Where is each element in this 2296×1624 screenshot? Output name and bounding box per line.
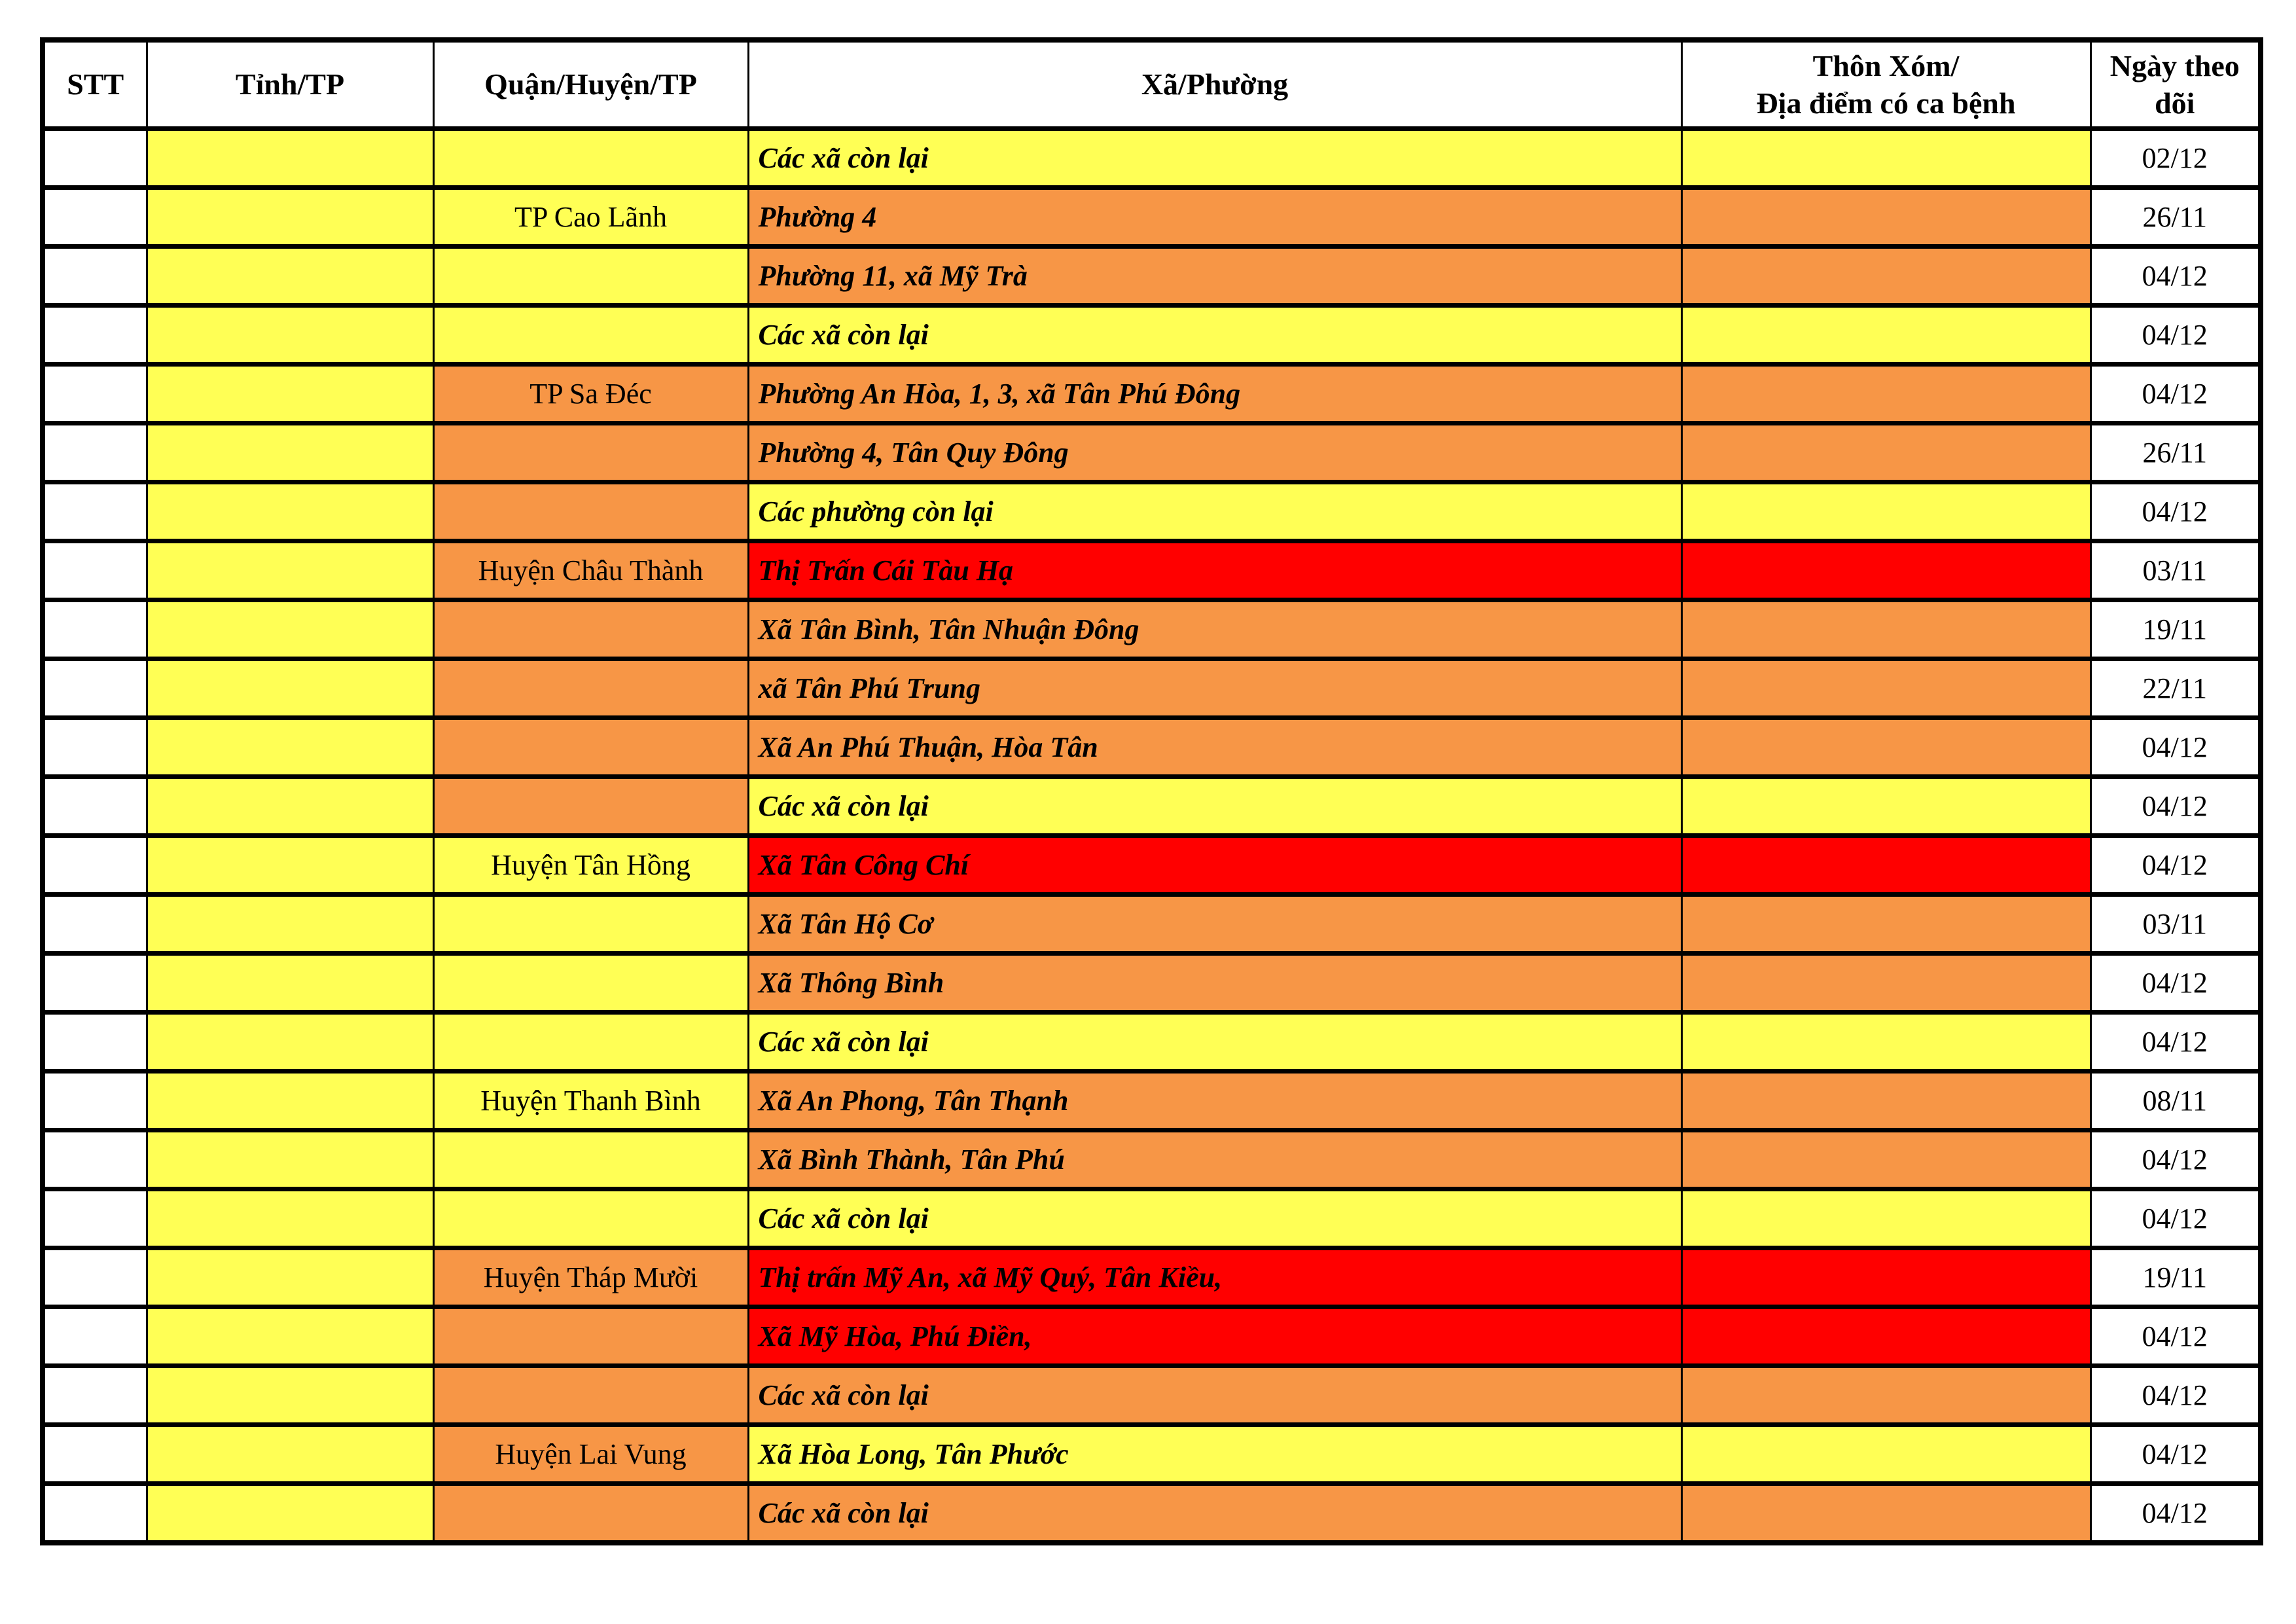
thon-cell (1681, 954, 2090, 1013)
ngay-cell: 04/12 (2090, 718, 2261, 777)
table-row (43, 1307, 2261, 1366)
thon-cell (1681, 1189, 2090, 1248)
quan-cell (433, 895, 748, 954)
table-row (43, 836, 2261, 895)
table-row (43, 1425, 2261, 1484)
thon-cell (1681, 600, 2090, 659)
table-row (43, 1189, 2261, 1248)
xa-cell: Xã An Phong, Tân Thạnh (748, 1072, 1681, 1130)
xa-cell: Phường 4, Tân Quy Đông (748, 424, 1681, 482)
table-row (43, 718, 2261, 777)
tinh-cell (147, 1248, 433, 1307)
table-row (43, 600, 2261, 659)
header-xa: Xã/Phường (748, 40, 1681, 129)
table-row (43, 895, 2261, 954)
table-row (43, 1130, 2261, 1189)
ngay-cell: 02/12 (2090, 129, 2261, 188)
table-row (43, 954, 2261, 1013)
stt-cell (43, 1425, 147, 1484)
quan-cell (433, 482, 748, 541)
stt-cell (43, 1366, 147, 1425)
thon-cell (1681, 659, 2090, 718)
ngay-cell: 04/12 (2090, 777, 2261, 836)
covid-zone-table (40, 37, 2263, 1545)
thon-cell (1681, 1130, 2090, 1189)
stt-cell (43, 129, 147, 188)
quan-cell (433, 659, 748, 718)
tinh-cell (147, 1366, 433, 1425)
thon-cell (1681, 365, 2090, 424)
quan-cell (433, 777, 748, 836)
xa-cell: Thị trấn Mỹ An, xã Mỹ Quý, Tân Kiều, (748, 1248, 1681, 1307)
quan-cell (433, 1130, 748, 1189)
ngay-cell: 04/12 (2090, 1425, 2261, 1484)
tinh-cell (147, 718, 433, 777)
thon-cell (1681, 424, 2090, 482)
thon-cell (1681, 1013, 2090, 1072)
ngay-cell: 04/12 (2090, 1013, 2261, 1072)
quan-cell: Huyện Châu Thành (433, 541, 748, 600)
stt-cell (43, 1307, 147, 1366)
tinh-cell (147, 895, 433, 954)
thon-cell (1681, 482, 2090, 541)
ngay-cell: 04/12 (2090, 1130, 2261, 1189)
xa-cell: Các xã còn lại (748, 1013, 1681, 1072)
quan-cell (433, 1013, 748, 1072)
xa-cell: Các xã còn lại (748, 306, 1681, 365)
stt-cell (43, 188, 147, 247)
tinh-cell (147, 954, 433, 1013)
tinh-cell (147, 306, 433, 365)
ngay-cell: 04/12 (2090, 1484, 2261, 1543)
header-quan: Quận/Huyện/TP (433, 40, 748, 129)
xa-cell: Xã Bình Thành, Tân Phú (748, 1130, 1681, 1189)
xa-cell: Các phường còn lại (748, 482, 1681, 541)
quan-cell (433, 424, 748, 482)
tinh-cell (147, 129, 433, 188)
table-row (43, 306, 2261, 365)
quan-cell (433, 247, 748, 306)
tinh-cell (147, 188, 433, 247)
xa-cell: Xã Thông Bình (748, 954, 1681, 1013)
table-row (43, 1484, 2261, 1543)
ngay-cell: 04/12 (2090, 1366, 2261, 1425)
tinh-cell (147, 777, 433, 836)
table-row (43, 1248, 2261, 1307)
stt-cell (43, 1130, 147, 1189)
tinh-cell (147, 1425, 433, 1484)
table-row (43, 777, 2261, 836)
table-row (43, 1366, 2261, 1425)
quan-cell: Huyện Thanh Bình (433, 1072, 748, 1130)
xa-cell: Các xã còn lại (748, 129, 1681, 188)
thon-cell (1681, 1484, 2090, 1543)
thon-cell (1681, 718, 2090, 777)
table-row (43, 129, 2261, 188)
header-thon (1681, 40, 2090, 129)
ngay-cell: 03/11 (2090, 895, 2261, 954)
stt-cell (43, 1248, 147, 1307)
stt-cell (43, 1013, 147, 1072)
quan-cell (433, 1484, 748, 1543)
stt-cell (43, 836, 147, 895)
table-row (43, 188, 2261, 247)
tinh-cell (147, 247, 433, 306)
xa-cell: Thị Trấn Cái Tàu Hạ (748, 541, 1681, 600)
thon-cell (1681, 1366, 2090, 1425)
quan-cell (433, 954, 748, 1013)
thon-cell (1681, 1248, 2090, 1307)
table-row (43, 1072, 2261, 1130)
stt-cell (43, 306, 147, 365)
quan-cell: Huyện Lai Vung (433, 1425, 748, 1484)
stt-cell (43, 600, 147, 659)
stt-cell (43, 954, 147, 1013)
tinh-cell (147, 659, 433, 718)
stt-cell (43, 1072, 147, 1130)
thon-cell (1681, 1425, 2090, 1484)
tinh-cell (147, 541, 433, 600)
stt-cell (43, 365, 147, 424)
ngay-cell: 22/11 (2090, 659, 2261, 718)
thon-cell (1681, 1072, 2090, 1130)
ngay-cell: 19/11 (2090, 600, 2261, 659)
quan-cell (433, 1307, 748, 1366)
stt-cell (43, 482, 147, 541)
xa-cell: Xã Tân Hộ Cơ (748, 895, 1681, 954)
stt-cell (43, 1484, 147, 1543)
stt-cell (43, 541, 147, 600)
thon-cell (1681, 777, 2090, 836)
header-ngay-line1: Ngày theo (2109, 48, 2240, 82)
quan-cell: TP Sa Đéc (433, 365, 748, 424)
header-row (43, 40, 2261, 129)
table-row (43, 482, 2261, 541)
ngay-cell: 03/11 (2090, 541, 2261, 600)
stt-cell (43, 718, 147, 777)
header-ngay-line2: dõi (2155, 86, 2195, 120)
quan-cell (433, 718, 748, 777)
thon-cell (1681, 247, 2090, 306)
stt-cell (43, 424, 147, 482)
stt-cell (43, 895, 147, 954)
thon-cell (1681, 541, 2090, 600)
quan-cell (433, 600, 748, 659)
quan-cell (433, 306, 748, 365)
header-stt: STT (43, 40, 147, 129)
table-row (43, 247, 2261, 306)
thon-cell (1681, 1307, 2090, 1366)
tinh-cell (147, 1484, 433, 1543)
quan-cell: Huyện Tân Hồng (433, 836, 748, 895)
thon-cell (1681, 188, 2090, 247)
table-row (43, 424, 2261, 482)
xa-cell: Các xã còn lại (748, 1484, 1681, 1543)
table-row (43, 1013, 2261, 1072)
tinh-cell (147, 424, 433, 482)
ngay-cell: 04/12 (2090, 482, 2261, 541)
xa-cell: Xã Mỹ Hòa, Phú Điền, (748, 1307, 1681, 1366)
xa-cell: Phường 11, xã Mỹ Trà (748, 247, 1681, 306)
header-ngay (2090, 40, 2261, 129)
quan-cell (433, 1366, 748, 1425)
xa-cell: Phường An Hòa, 1, 3, xã Tân Phú Đông (748, 365, 1681, 424)
ngay-cell: 04/12 (2090, 247, 2261, 306)
ngay-cell: 04/12 (2090, 954, 2261, 1013)
tinh-cell (147, 1307, 433, 1366)
stt-cell (43, 1189, 147, 1248)
xa-cell: Xã An Phú Thuận, Hòa Tân (748, 718, 1681, 777)
xa-cell: Phường 4 (748, 188, 1681, 247)
tinh-cell (147, 365, 433, 424)
header-tinh: Tỉnh/TP (147, 40, 433, 129)
tinh-cell (147, 836, 433, 895)
xa-cell: xã Tân Phú Trung (748, 659, 1681, 718)
quan-cell (433, 1189, 748, 1248)
xa-cell: Xã Tân Công Chí (748, 836, 1681, 895)
thon-cell (1681, 306, 2090, 365)
ngay-cell: 04/12 (2090, 365, 2261, 424)
ngay-cell: 04/12 (2090, 306, 2261, 365)
quan-cell: Huyện Tháp Mười (433, 1248, 748, 1307)
stt-cell (43, 659, 147, 718)
table-row (43, 659, 2261, 718)
ngay-cell: 04/12 (2090, 1189, 2261, 1248)
header-thon-line2: Địa điểm có ca bệnh (1756, 86, 2016, 120)
tinh-cell (147, 1072, 433, 1130)
stt-cell (43, 247, 147, 306)
ngay-cell: 04/12 (2090, 1307, 2261, 1366)
tinh-cell (147, 600, 433, 659)
thon-cell (1681, 836, 2090, 895)
table-row (43, 365, 2261, 424)
tinh-cell (147, 1130, 433, 1189)
xa-cell: Xã Tân Bình, Tân Nhuận Đông (748, 600, 1681, 659)
header-thon-line1: Thôn Xóm/ (1812, 48, 1960, 82)
xa-cell: Xã Hòa Long, Tân Phước (748, 1425, 1681, 1484)
ngay-cell: 26/11 (2090, 188, 2261, 247)
tinh-cell (147, 1189, 433, 1248)
quan-cell: TP Cao Lãnh (433, 188, 748, 247)
tinh-cell (147, 1013, 433, 1072)
quan-cell (433, 129, 748, 188)
thon-cell (1681, 895, 2090, 954)
xa-cell: Các xã còn lại (748, 1189, 1681, 1248)
xa-cell: Các xã còn lại (748, 1366, 1681, 1425)
table-row (43, 541, 2261, 600)
ngay-cell: 26/11 (2090, 424, 2261, 482)
thon-cell (1681, 129, 2090, 188)
xa-cell: Các xã còn lại (748, 777, 1681, 836)
ngay-cell: 04/12 (2090, 836, 2261, 895)
stt-cell (43, 777, 147, 836)
ngay-cell: 19/11 (2090, 1248, 2261, 1307)
ngay-cell: 08/11 (2090, 1072, 2261, 1130)
tinh-cell (147, 482, 433, 541)
